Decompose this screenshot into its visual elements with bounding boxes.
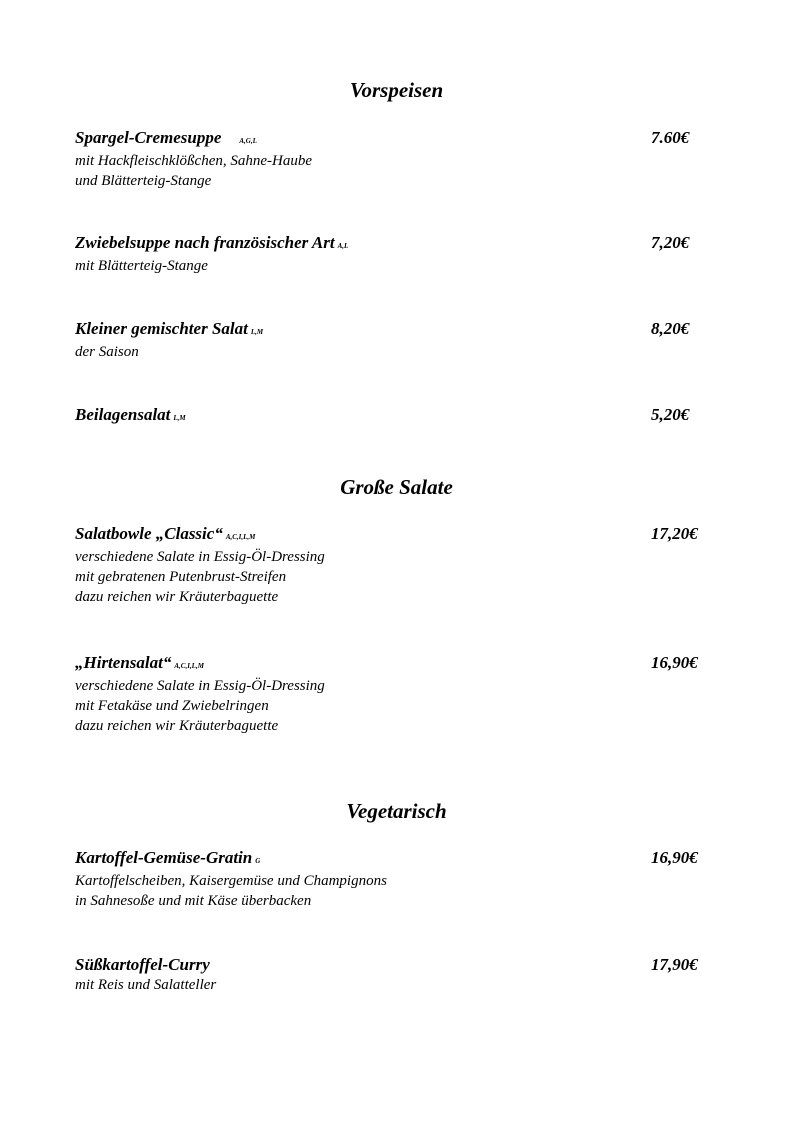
item-description-line: verschiedene Salate in Essig-Öl-Dressing bbox=[75, 678, 325, 694]
allergen-codes: A,L bbox=[337, 242, 349, 250]
item-price: 16,90€ bbox=[651, 848, 698, 867]
allergen-codes: G bbox=[255, 857, 261, 865]
item-name: Kartoffel-Gemüse-Gratin bbox=[75, 848, 253, 867]
item-name: Spargel-Cremesuppe bbox=[75, 128, 222, 147]
menu-item bbox=[75, 319, 715, 362]
menu-item bbox=[75, 233, 715, 276]
item-price: 16,90€ bbox=[651, 653, 698, 672]
item-description-line: mit Blätterteig-Stange bbox=[75, 258, 208, 274]
item-price: 7,20€ bbox=[651, 233, 690, 252]
item-price: 5,20€ bbox=[651, 405, 690, 424]
menu-item bbox=[75, 405, 715, 428]
item-price: 17,20€ bbox=[651, 524, 698, 543]
item-description-line: mit Fetakäse und Zwiebelringen bbox=[75, 698, 269, 714]
allergen-codes: A,G,L bbox=[239, 137, 257, 145]
item-name: „Hirtensalat“ bbox=[75, 653, 172, 672]
item-name: Zwiebelsuppe nach französischer Art bbox=[75, 233, 335, 252]
item-description-line: Kartoffelscheiben, Kaisergemüse und Champignons bbox=[75, 873, 387, 889]
allergen-codes: L,M bbox=[173, 414, 186, 422]
menu-item bbox=[75, 848, 715, 911]
item-name: Beilagensalat bbox=[75, 405, 171, 424]
item-description-line: und Blätterteig-Stange bbox=[75, 173, 212, 189]
item-price: 7.60€ bbox=[651, 128, 690, 147]
item-price: 8,20€ bbox=[651, 319, 690, 338]
item-name: Süßkartoffel-Curry bbox=[75, 955, 210, 974]
section-title-vegetarisch: Vegetarisch bbox=[346, 799, 447, 823]
item-description-line: der Saison bbox=[75, 344, 139, 360]
item-name: Kleiner gemischter Salat bbox=[75, 319, 248, 338]
item-description-line: dazu reichen wir Kräuterbaguette bbox=[75, 589, 279, 605]
item-name: Salatbowle „Classic“ bbox=[75, 524, 223, 543]
menu-item bbox=[75, 653, 715, 736]
section-title-grosse-salate: Große Salate bbox=[340, 475, 453, 499]
allergen-codes: A,C,I,L,M bbox=[174, 662, 204, 670]
allergen-codes: L,M bbox=[250, 328, 264, 336]
allergen-codes: A,C,I,L,M bbox=[225, 533, 256, 541]
menu-item bbox=[75, 128, 715, 191]
item-description-line: mit gebratenen Putenbrust-Streifen bbox=[75, 569, 287, 585]
item-description-line: mit Reis und Salatteller bbox=[75, 977, 217, 993]
item-description-line: mit Hackfleischklößchen, Sahne-Haube bbox=[75, 153, 313, 169]
item-description-line: verschiedene Salate in Essig-Öl-Dressing bbox=[75, 549, 325, 565]
section-title-vorspeisen: Vorspeisen bbox=[349, 78, 444, 102]
item-description-line: in Sahnesoße und mit Käse überbacken bbox=[75, 893, 312, 909]
item-description-line: dazu reichen wir Kräuterbaguette bbox=[75, 718, 279, 734]
menu-item bbox=[75, 955, 715, 995]
item-price: 17,90€ bbox=[651, 955, 698, 974]
menu-item bbox=[75, 524, 715, 607]
